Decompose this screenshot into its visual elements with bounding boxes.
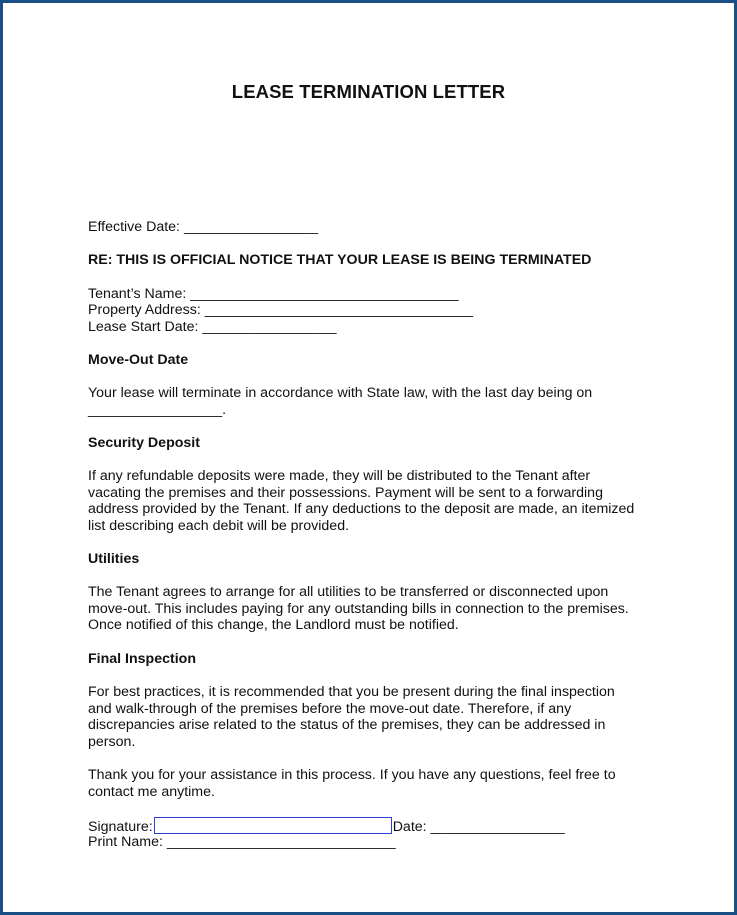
- signature-input[interactable]: [154, 817, 392, 834]
- property-address-field: Property Address: __________________________________: [88, 302, 473, 318]
- paragraph-line: list describing each debit will be provided.: [88, 518, 350, 535]
- paragraph-line: address provided by the Tenant. If any deductions to the deposit are made, an itemized: [88, 501, 635, 518]
- section-heading-final-inspection: Final Inspection: [88, 651, 196, 667]
- paragraph-line: discrepancies arise related to the status of the premises, they can be addressed in: [88, 717, 606, 734]
- paragraph-line: Your lease will terminate in accordance with State law, with the last day being on: [88, 385, 593, 401]
- tenant-name-field: Tenant’s Name: __________________________________: [88, 286, 459, 302]
- page-title: LEASE TERMINATION LETTER: [231, 81, 506, 102]
- paragraph-line: If any refundable deposits were made, they will be distributed to the Tenant after: [88, 468, 591, 484]
- signature-label: Signature:: [88, 819, 153, 835]
- closing-paragraph: [88, 767, 658, 800]
- paragraph-line: person.: [88, 734, 136, 751]
- paragraph-line: The Tenant agrees to arrange for all utilities to be transferred or disconnected upon: [88, 584, 609, 600]
- section-heading-move-out: Move-Out Date: [88, 352, 189, 368]
- paragraph-line: _________________.: [88, 401, 227, 418]
- print-name-field: Print Name: _____________________________: [88, 834, 396, 850]
- paragraph-line: contact me anytime.: [88, 783, 215, 800]
- re-line: RE: THIS IS OFFICIAL NOTICE THAT YOUR LEASE IS BEING TERMINATED: [88, 252, 592, 268]
- lease-start-date-field: Lease Start Date: _________________: [88, 319, 337, 335]
- section-body-move-out: [88, 385, 658, 418]
- section-body-utilities: [88, 584, 658, 634]
- section-body-final-inspection: [88, 684, 658, 751]
- section-heading-utilities: Utilities: [88, 551, 140, 567]
- paragraph-line: Once notified of this change, the Landlord must be notified.: [88, 617, 459, 634]
- section-body-security-deposit: [88, 468, 658, 535]
- paragraph-line: move-out. This includes paying for any outstanding bills in connection to the premises.: [88, 600, 629, 617]
- paragraph-line: For best practices, it is recommended that you be present during the final inspection: [88, 684, 615, 700]
- section-heading-security-deposit: Security Deposit: [88, 435, 200, 451]
- paragraph-line: and walk-through of the premises before the move-out date. Therefore, if any: [88, 700, 572, 717]
- effective-date-field: Effective Date: _________________: [88, 219, 319, 235]
- paragraph-line: vacating the premises and their possessions. Payment will be sent to a forwarding: [88, 484, 603, 501]
- paragraph-line: Thank you for your assistance in this process. If you have any questions, feel free to: [88, 767, 616, 783]
- date-field: Date: _________________: [392, 819, 565, 835]
